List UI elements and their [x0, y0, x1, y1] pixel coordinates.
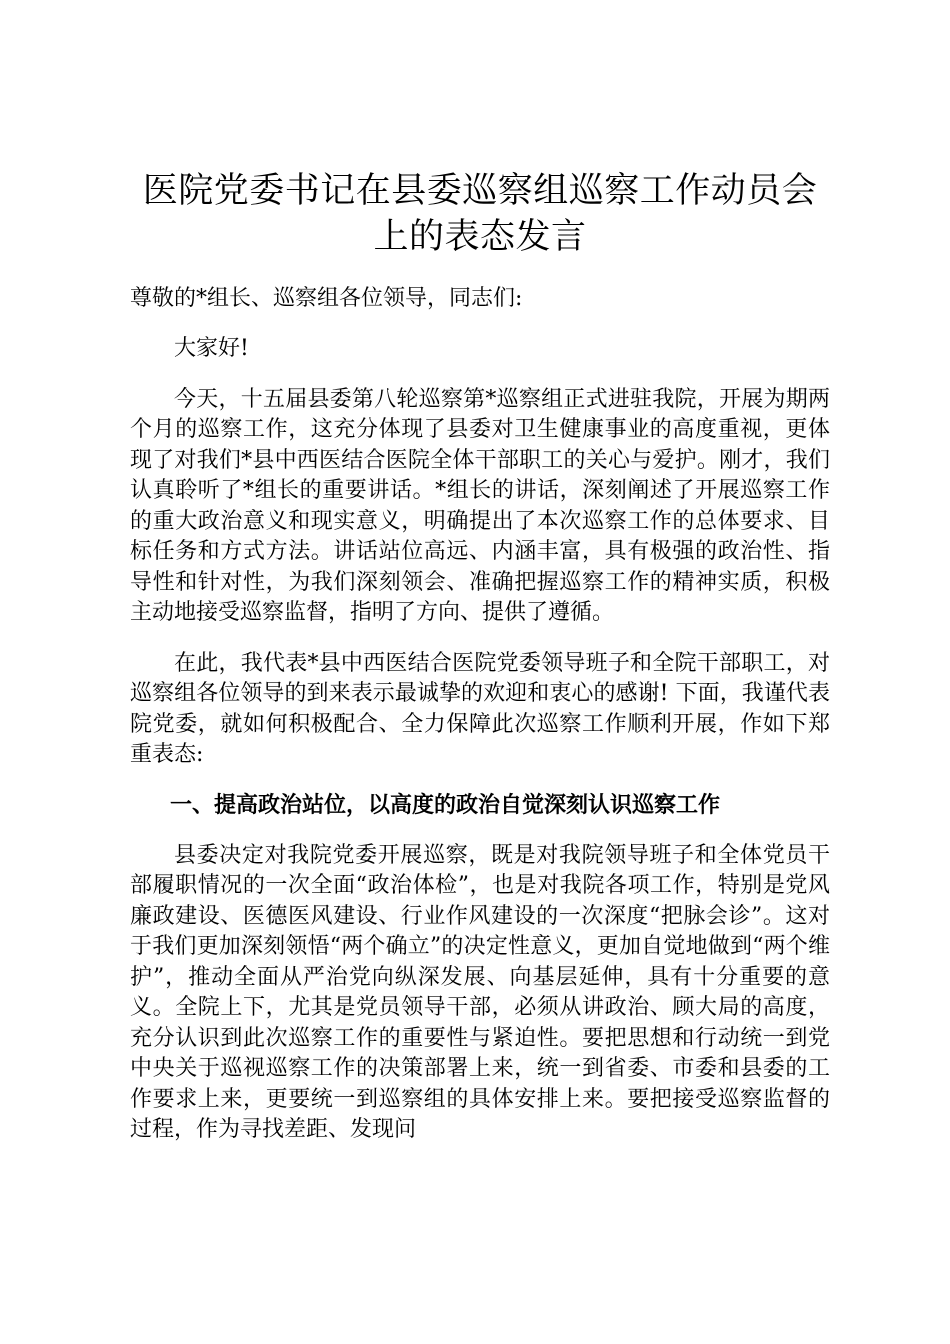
- salutation: 尊敬的*组长、巡察组各位领导，同志们:: [130, 286, 523, 311]
- paragraph-welcome: 在此，我代表*县中西医结合医院党委领导班子和全院干部职工，对巡察组各位领导的到来表示最诚挚的欢迎和衷心的感谢! 下面，我谨代表院党委，就如何积极配合、全力保障此次巡察工作顺利开展，作如下郑重表态:: [130, 650, 830, 767]
- paragraph-intro: 今天，十五届县委第八轮巡察第*巡察组正式进驻我院，开展为期两个月的巡察工作，这充分体现了县委对卫生健康事业的高度重视，更体现了对我们*县中西医结合医院全体干部职工的关心与爱护。刚才，我们认真聆听了*组长的重要讲话。*组长的讲话，深刻阐述了开展巡察工作的重大政治意义和现实意义，明确提出了本次巡察工作的总体要求、目标任务和方式方法。讲话站位高远、内涵丰富，具有极强的政治性、指导性和针对性，为我们深刻领会、准确把握巡察工作的精神实质，积极主动地接受巡察监督，指明了方向、提供了遵循。: [130, 386, 830, 625]
- paragraph-section-1: 县委决定对我院党委开展巡察，既是对我院领导班子和全体党员干部履职情况的一次全面“政治体检”，也是对我院各项工作，特别是党风廉政建设、医德医风建设、行业作风建设的一次深度“把脉会诊”。这对于我们更加深刻领悟“两个确立”的决定性意义，更加自觉地做到“两个维护”，推动全面从严治党向纵深发展、向基层延伸，具有十分重要的意义。全院上下，尤其是党员领导干部，必须从讲政治、顾大局的高度，充分认识到此次巡察工作的重要性与紧迫性。要把思想和行动统一到党中央关于巡视巡察工作的决策部署上来，统一到省委、市委和县委的工作要求上来，更要统一到巡察组的具体安排上来。要把接受巡察监督的过程，作为寻找差距、发现问: [130, 842, 830, 1142]
- section-heading-1: 一、提高政治站位，以高度的政治自觉深刻认识巡察工作: [170, 792, 721, 818]
- document-page: [130, 168, 830, 1166]
- document-title: 医院党委书记在县委巡察组巡察工作动员会上的表态发言: [142, 171, 818, 257]
- greeting: 大家好!: [174, 336, 249, 361]
